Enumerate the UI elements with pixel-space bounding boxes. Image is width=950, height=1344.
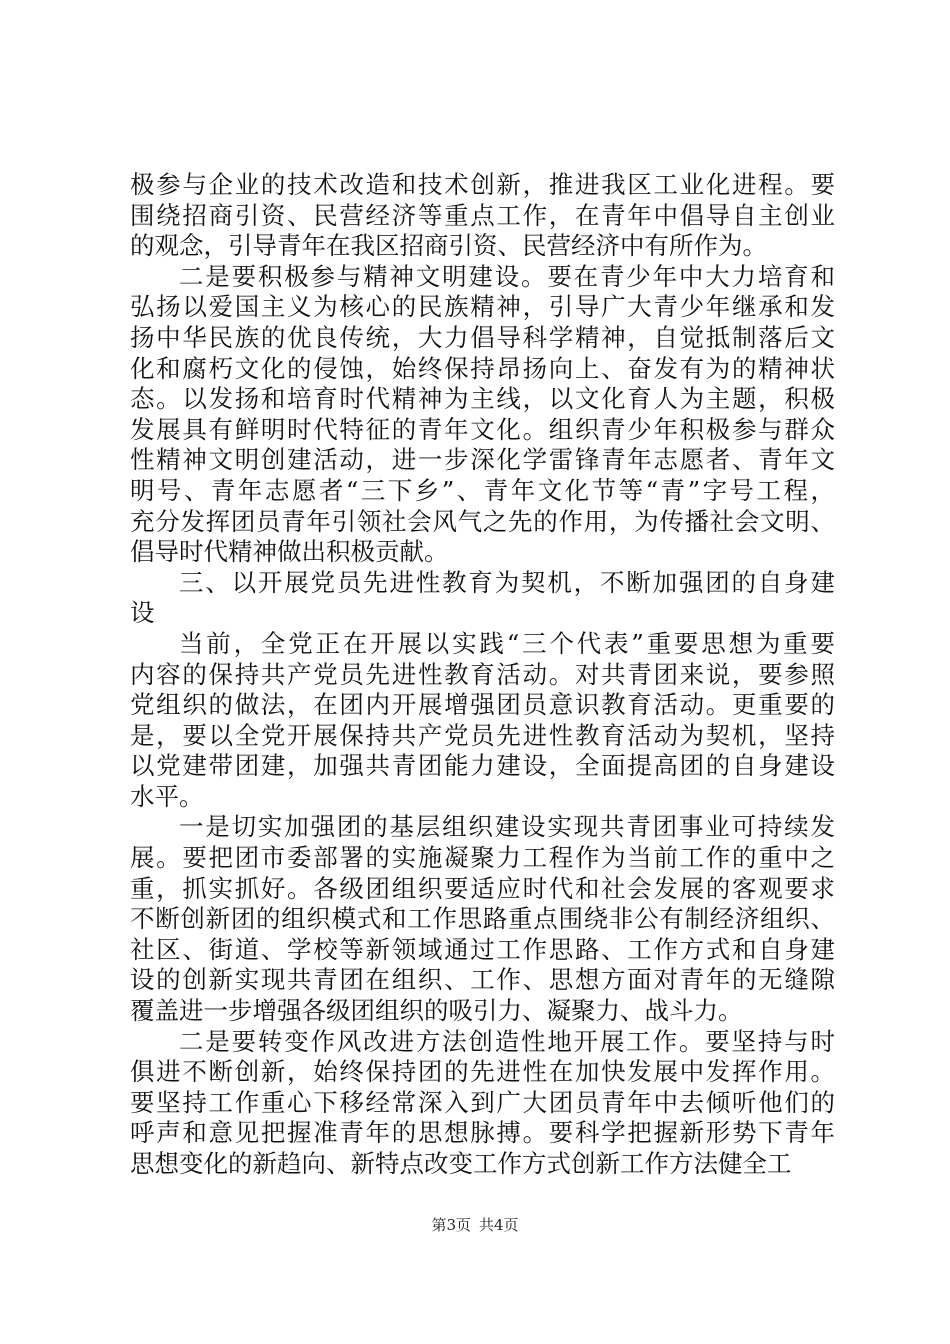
text-line: 明号、青年志愿者“三下乡”、青年文化节等“青”字号工程， — [130, 475, 835, 505]
text-line: 倡导时代精神做出积极贡献。 — [130, 537, 449, 567]
text-line: 围绕招商引资、民营经济等重点工作，在青年中倡导自主创业 — [130, 200, 835, 230]
paragraph — [130, 812, 835, 1026]
text-line: 覆盖进一步增强各级团组织的吸引力、凝聚力、战斗力。 — [130, 996, 743, 1026]
text-line: 呼声和意见把握准青年的思想脉搏。要科学把握新形势下青年 — [130, 1118, 835, 1148]
paragraph — [130, 568, 835, 629]
text-line: 内容的保持共产党员先进性教育活动。对共青团来说，要参照 — [130, 659, 835, 689]
text-line: 的观念，引导青年在我区招商引资、民营经济中有所作为。 — [130, 231, 767, 261]
text-line: 展。要把团市委部署的实施凝聚力工程作为当前工作的重中之 — [130, 843, 835, 873]
text-line: 一是切实加强团的基层组织建设实现共青团事业可持续发 — [179, 812, 835, 842]
text-line: 态。以发扬和培育时代精神为主线，以文化育人为主题，积极 — [130, 384, 835, 414]
text-line: 设的创新实现共青团在组织、工作、思想方面对青年的无缝隙 — [130, 965, 835, 995]
page-total: 共4页 — [479, 1216, 519, 1234]
text-line: 重，抓实抓好。各级团组织要适应时代和社会发展的客观要求 — [130, 873, 835, 903]
paragraph — [130, 170, 835, 262]
text-line: 二是要积极参与精神文明建设。要在青少年中大力培育和 — [179, 261, 835, 291]
text-line: 是，要以全党开展保持共产党员先进性教育活动为契机，坚持 — [130, 720, 835, 750]
text-line: 以党建带团建，加强共青团能力建设，全面提高团的自身建设 — [130, 751, 835, 781]
text-line: 俱进不断创新，始终保持团的先进性在加快发展中发挥作用。 — [130, 1057, 835, 1087]
text-line: 不断创新团的组织模式和工作思路重点围绕非公有制经济组织、 — [130, 904, 835, 934]
page-number: 第3页 — [431, 1216, 471, 1234]
text-line: 弘扬以爱国主义为核心的民族精神，引导广大青少年继承和发 — [130, 292, 835, 322]
paragraph — [130, 629, 835, 813]
text-line: 性精神文明创建活动，进一步深化学雷锋青年志愿者、青年文 — [130, 445, 835, 475]
text-line: 水平。 — [130, 781, 204, 811]
text-line: 发展具有鲜明时代特征的青年文化。组织青少年积极参与群众 — [130, 414, 835, 444]
text-line: 当前，全党正在开展以实践“三个代表”重要思想为重要 — [179, 628, 835, 658]
paragraph — [130, 1027, 835, 1180]
text-line: 扬中华民族的优良传统，大力倡导科学精神，自觉抵制落后文 — [130, 322, 835, 352]
page-footer — [0, 1214, 950, 1235]
text-line: 要坚持工作重心下移经常深入到广大团员青年中去倾听他们的 — [130, 1087, 835, 1117]
document-body — [130, 170, 835, 1180]
text-line: 化和腐朽文化的侵蚀，始终保持昂扬向上、奋发有为的精神状 — [130, 353, 835, 383]
text-line: 极参与企业的技术改造和技术创新，推进我区工业化进程。要 — [130, 170, 835, 199]
text-line: 设 — [130, 598, 155, 628]
text-line: 二是要转变作风改进方法创造性地开展工作。要坚持与时 — [179, 1026, 835, 1056]
text-line: 社区、街道、学校等新领域通过工作思路、工作方式和自身建 — [130, 934, 835, 964]
text-line: 思想变化的新趋向、新特点改变工作方式创新工作方法健全工 — [130, 1149, 792, 1178]
text-line: 党组织的做法，在团内开展增强团员意识教育活动。更重要的 — [130, 690, 835, 720]
paragraph — [130, 262, 835, 568]
text-line: 三、以开展党员先进性教育为契机，不断加强团的自身建 — [179, 567, 835, 597]
text-line: 充分发挥团员青年引领社会风气之先的作用，为传播社会文明、 — [130, 506, 835, 536]
